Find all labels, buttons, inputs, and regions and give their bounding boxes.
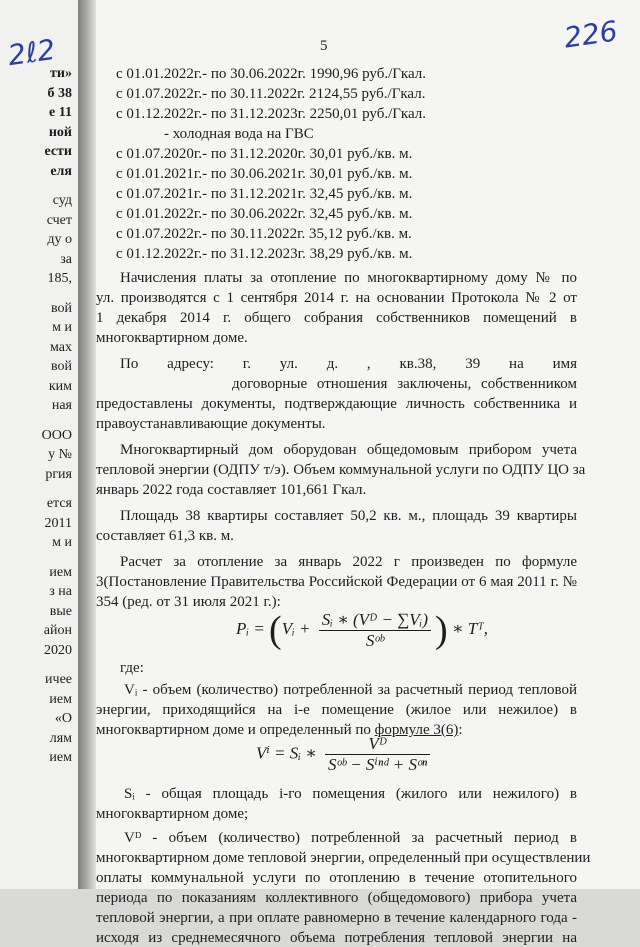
adjacent-page-text: 2020 (44, 642, 72, 658)
tariff-water-line: с 01.01.2021г.- по 30.06.2021г. 30,01 руб./кв. м. (116, 166, 413, 182)
formula-fraction (325, 734, 430, 775)
adjacent-page-text: ием (49, 750, 72, 765)
adjacent-page-text: з на (49, 584, 72, 599)
page-number: 5 (320, 38, 328, 54)
paragraph-line: Sᵢ - общая площадь i-го помещения (жилого или нежилого) в (124, 786, 577, 802)
adjacent-page-text: вой (50, 300, 72, 316)
paragraph-line: предоставлены документы, подтверждающие личность собственника и (96, 396, 577, 412)
adjacent-page-text: за (60, 251, 72, 267)
paragraph-line: правоустанавливающие документы. (96, 416, 326, 432)
formula-fraction (319, 610, 431, 651)
formula-lhs: Vⁱ = Sᵢ ∗ (256, 743, 322, 763)
paragraph-text: : (458, 722, 463, 738)
adjacent-page-text: вые (49, 603, 72, 619)
tariff-water-line: с 01.01.2022г.- по 30.06.2022г. 32,45 руб./кв. м. (116, 206, 413, 222)
adjacent-page-text: м и (52, 535, 72, 550)
formula-numerator: Sᵢ ∗ (Vᴰ − ∑Vᵢ) (319, 610, 431, 631)
paragraph-line: составляет 61,3 кв. м. (96, 528, 234, 544)
tariff-heat-line: с 01.01.2022г.- по 30.06.2022г. 1990,96 руб./Гкал. (116, 66, 427, 82)
adjacent-page-text: суд (52, 193, 72, 208)
tariff-water-line: с 01.07.2022г.- по 30.11.2022г. 35,12 руб./кв. м. (116, 226, 412, 242)
formula-denominator: Sᵒᵇ − Sⁱⁿᵈ + Sᵒⁿ (328, 755, 428, 774)
adjacent-page-text: ООО (41, 427, 72, 443)
adjacent-page-text: ется (46, 496, 72, 511)
adjacent-page-text: счет (46, 212, 72, 228)
paragraph-text: многоквартирном доме и определенный по (96, 722, 375, 738)
adjacent-page-text: ием (49, 691, 72, 707)
paragraph-line: оплаты коммунальной услуги по отоплению в течение отопительного (96, 870, 577, 886)
formula-reference-link[interactable]: формуле 3(6) (374, 722, 459, 738)
paragraph-line: договорные отношения заключены, собственником (232, 376, 577, 392)
adjacent-page-text: у № (48, 447, 72, 462)
formula-tail: ∗ Tᵀ, (451, 618, 489, 638)
paragraph-line: Площадь 38 квартиры составляет 50,2 кв. м., площадь 39 квартиры (120, 508, 577, 524)
adjacent-page-text: вой (50, 359, 72, 374)
paragraph-line: 1 декабря 2014 г. общего собрания собственников помещений в (96, 310, 577, 326)
adjacent-page-text: ким (48, 378, 72, 394)
tariff-heat-line: с 01.07.2022г.- по 30.11.2022г. 2124,55 руб./Гкал. (116, 86, 426, 102)
paragraph-line: ул. производятся с 1 сентября 2014 г. на основании Протокола № 2 от (96, 290, 577, 306)
adjacent-page-text: ргия (45, 466, 72, 482)
adjacent-page-text: 185, (47, 271, 72, 286)
paragraph-line: многоквартирном доме. (96, 330, 248, 346)
adjacent-page-text: 2011 (44, 515, 72, 531)
paragraph-line: Vᵢ - объем (количество) потребленной за расчетный период тепловой (124, 682, 577, 698)
adjacent-page-text: ти» (50, 66, 72, 81)
volume-formula (256, 734, 434, 775)
adjacent-page-text: ду о (47, 232, 72, 247)
formula-term: Vᵢ + (281, 618, 315, 638)
paragraph-line: Многоквартирный дом оборудован общедомовым прибором учета (120, 442, 577, 458)
tariff-water-line: с 01.12.2022г.- по 31.12.2023г. 38,29 руб./кв. м. (116, 246, 413, 262)
paragraph-line: январь 2022 года составляет 101,661 Гкал. (96, 482, 367, 498)
paragraph-line: Расчет за отопление за январь 2022 г произведен по формуле (120, 554, 577, 570)
adjacent-page-text: ная (51, 398, 72, 413)
adjacent-page-text: ной (48, 124, 72, 140)
adjacent-page-text: ием (49, 564, 72, 580)
adjacent-page-text: ести (44, 144, 72, 159)
paragraph-line: 354 (ред. от 31 июля 2021 г.): (96, 594, 281, 610)
where-label: где: (120, 660, 144, 676)
binding-gutter (78, 0, 96, 889)
handwritten-page-number-left: 2ℓ2 (5, 32, 58, 73)
adjacent-page-text: м и (52, 320, 72, 335)
adjacent-page-text: «О (54, 711, 72, 726)
formula-paren: ( (269, 609, 282, 651)
paragraph-line: многоквартирном доме; (96, 806, 249, 822)
adjacent-page-text: еля (50, 163, 72, 179)
tariff-water-line: с 01.07.2021г.- по 31.12.2021г. 32,45 руб./кв. м. (116, 186, 413, 202)
tariff-water-line: с 01.07.2020г.- по 31.12.2020г. 30,01 руб./кв. м. (116, 146, 413, 162)
tariff-heat-line: с 01.12.2022г.- по 31.12.2023г. 2250,01 руб./Гкал. (116, 106, 427, 122)
paragraph-line: Начисления платы за отопление по многоквартирному дому № по (120, 270, 577, 286)
paragraph-line: энергии, приходящийся на i-е помещение (жилое или нежилое) в (96, 702, 577, 718)
formula-denominator: Sᵒᵇ (365, 630, 384, 650)
formula-lhs: Pᵢ = (236, 618, 270, 638)
paragraph-line: 3(Постановление Правительства Российской Федерации от 6 мая 2011 г. № (96, 574, 577, 590)
adjacent-page-text: ичее (45, 672, 72, 687)
paragraph-line: тепловой энергии, а при оплате равномерно в течение календарного года - (96, 910, 577, 926)
adjacent-page-strip (0, 0, 78, 889)
heating-formula (236, 608, 488, 652)
adjacent-page-text: е 11 (49, 105, 72, 120)
paragraph-line: периода по показаниям коллективного (общедомового) прибора учета (96, 890, 577, 906)
paragraph-line: По адресу: г. ул. д. , кв.38, 39 на имя (120, 356, 577, 372)
handwritten-page-number-right: 226 (561, 14, 620, 55)
formula-paren: ) (435, 609, 448, 651)
adjacent-page-text: мах (50, 339, 72, 355)
formula-numerator: Vᴰ (325, 734, 430, 755)
cold-water-heading: - холодная вода на ГВС (164, 126, 314, 142)
paragraph-line: Vᴰ - объем (количество) потребленной за расчетный период в (124, 830, 577, 846)
adjacent-page-text: айон (43, 623, 72, 638)
paragraph-line: многоквартирном доме тепловой энергии, определенный при осуществлении (96, 850, 591, 866)
paragraph-line: исходя из среднемесячного объема потребления тепловой энергии на (96, 930, 577, 946)
paragraph-line: тепловой энергии (ОДПУ т/э). Объем коммунальной услуги по ОДПУ ЦО за (96, 462, 586, 478)
adjacent-page-text: б 38 (47, 85, 72, 101)
adjacent-page-text: лям (49, 730, 72, 746)
